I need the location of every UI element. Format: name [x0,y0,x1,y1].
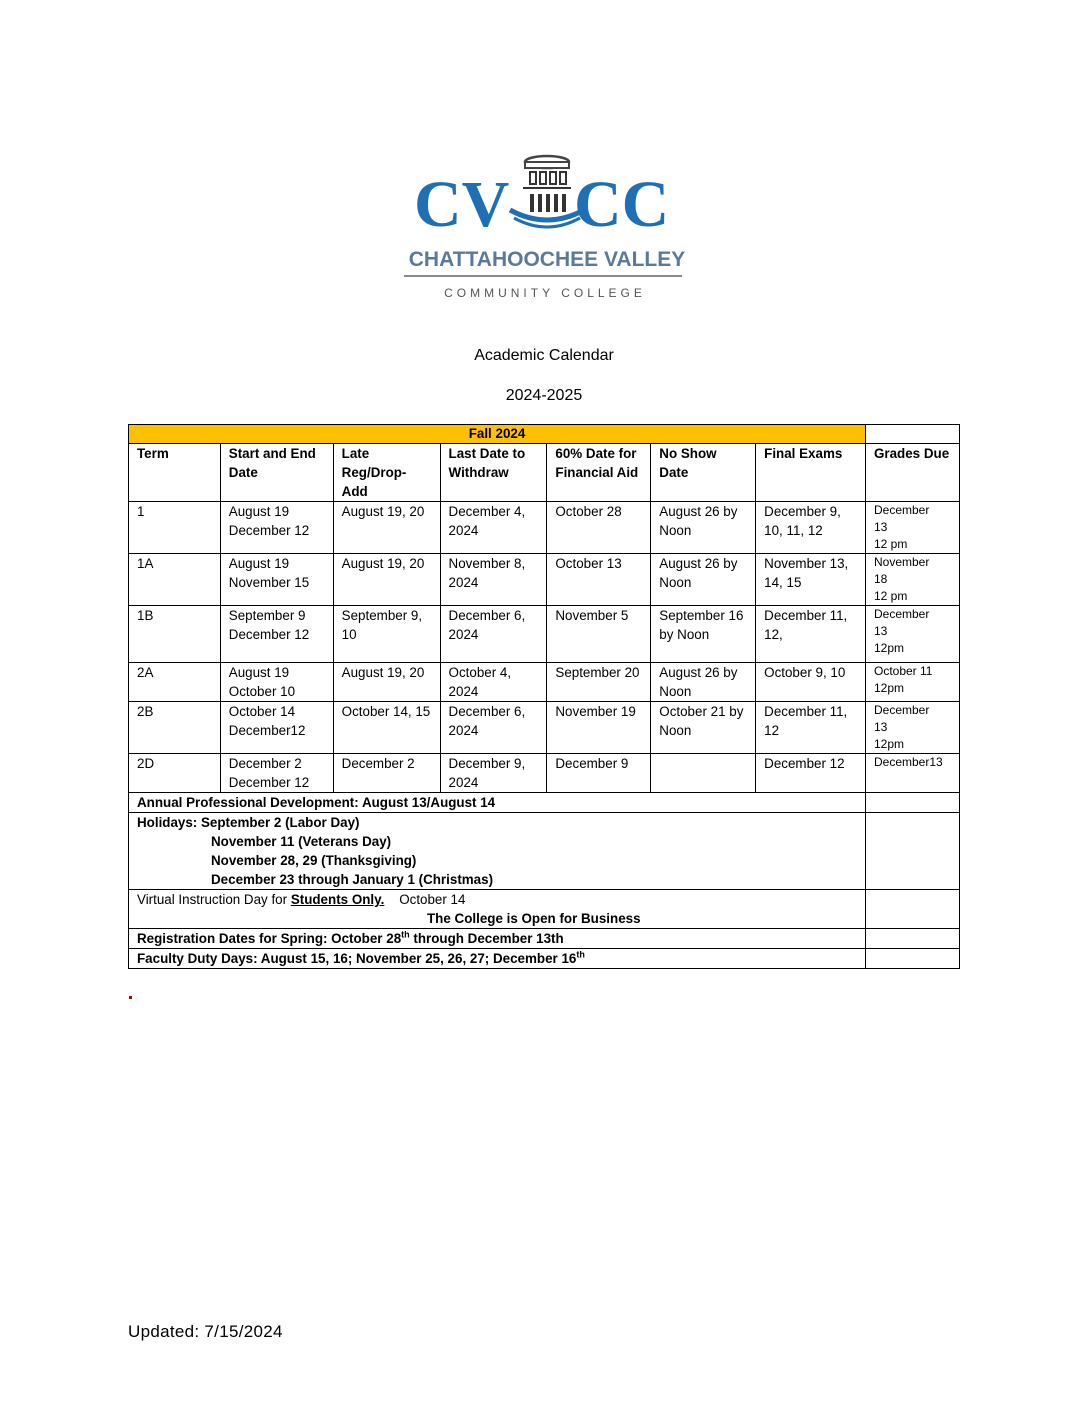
professional-development-row [129,793,960,813]
logo-college-name: CHATTAHOOCHEE VALLEY [408,248,686,271]
late-reg-cell: August 19, 20 [333,663,440,702]
financial-aid-cell: September 20 [547,663,651,702]
logo-letters-left: CV [414,168,510,241]
holiday-item: November 28, 29 (Thanksgiving) [211,853,417,868]
term-cell: 2D [129,754,221,793]
withdraw-cell: October 4, 2024 [440,663,547,702]
final-exams-cell: October 9, 10 [756,663,866,702]
table-header-row [129,444,960,502]
term-banner: Fall 2024 [129,425,866,444]
table-row [129,754,960,793]
financial-aid-cell: December 9 [547,754,651,793]
virtual-instruction-row [129,890,960,929]
grades-due-cell: December 13 12pm [865,702,959,754]
column-header: Grades Due [865,444,959,502]
registration-note: Registration Dates for Spring: October 28th through December 13th [129,929,866,949]
no-show-cell [651,754,756,793]
table-row [129,554,960,606]
final-exams-cell: December 11, 12, [756,606,866,663]
withdraw-cell: December 6, 2024 [440,606,547,663]
dates-cell: December 2 December 12 [220,754,333,793]
grades-due-cell: November 18 12 pm [865,554,959,606]
final-exams-cell: December 9, 10, 11, 12 [756,502,866,554]
financial-aid-cell: November 19 [547,702,651,754]
withdraw-cell: December 9, 2024 [440,754,547,793]
faculty-duty-note: Faculty Duty Days: August 15, 16; November 25, 26, 27; December 16th [129,949,866,969]
holidays-note [129,813,866,890]
no-show-cell: September 16 by Noon [651,606,756,663]
holiday-item: December 23 through January 1 (Christmas) [211,872,494,887]
table-row [129,606,960,663]
academic-calendar-table [128,424,960,969]
updated-date: Updated: 7/15/2024 [128,1322,283,1341]
final-exams-cell: December 11, 12 [756,702,866,754]
table-row [129,702,960,754]
professional-development-note: Annual Professional Development: August 13/August 14 [129,793,866,813]
term-cell: 1 [129,502,221,554]
document-title: Academic Calendar [474,347,614,364]
late-reg-cell: December 2 [333,754,440,793]
grades-due-cell: October 11 12pm [865,663,959,702]
term-cell: 1A [129,554,221,606]
registration-row [129,929,960,949]
holiday-item: November 11 (Veterans Day) [211,834,392,849]
financial-aid-cell: October 13 [547,554,651,606]
building-icon [510,156,584,227]
stray-mark [129,996,132,999]
term-cell: 2A [129,663,221,702]
dates-cell: September 9 December 12 [220,606,333,663]
no-show-cell: October 21 by Noon [651,702,756,754]
table-row [129,663,960,702]
dates-cell: October 14 December12 [220,702,333,754]
column-header: Late Reg/Drop-Add [333,444,440,502]
dates-cell: August 19 October 10 [220,663,333,702]
final-exams-cell: November 13, 14, 15 [756,554,866,606]
column-header: Final Exams [756,444,866,502]
financial-aid-cell: October 28 [547,502,651,554]
column-header: Term [129,444,221,502]
column-header: Start and End Date [220,444,333,502]
dates-cell: August 19 November 15 [220,554,333,606]
late-reg-cell: August 19, 20 [333,554,440,606]
no-show-cell: August 26 by Noon [651,554,756,606]
holidays-row [129,813,960,890]
logo-subname: COMMUNITY COLLEGE [444,286,646,300]
college-logo [402,150,692,300]
logo-letters-right: CC [574,168,670,241]
no-show-cell: August 26 by Noon [651,502,756,554]
holidays-label: Holidays: September 2 (Labor Day) [137,815,360,830]
table-row [129,502,960,554]
final-exams-cell: December 12 [756,754,866,793]
column-header: Last Date to Withdraw [440,444,547,502]
grades-due-cell: December 13 12 pm [865,502,959,554]
late-reg-cell: August 19, 20 [333,502,440,554]
late-reg-cell: October 14, 15 [333,702,440,754]
withdraw-cell: December 4, 2024 [440,502,547,554]
faculty-duty-row [129,949,960,969]
column-header: No Show Date [651,444,756,502]
no-show-cell: August 26 by Noon [651,663,756,702]
document-year: 2024-2025 [505,387,583,404]
dates-cell: August 19 December 12 [220,502,333,554]
column-header: 60% Date for Financial Aid [547,444,651,502]
withdraw-cell: December 6, 2024 [440,702,547,754]
term-cell: 2B [129,702,221,754]
term-banner-row [129,425,960,444]
financial-aid-cell: November 5 [547,606,651,663]
withdraw-cell: November 8, 2024 [440,554,547,606]
grades-due-cell: December 13 12pm [865,606,959,663]
virtual-instruction-note: Virtual Instruction Day for Students Only. October 14 The College is Open for Business [129,890,866,929]
term-cell: 1B [129,606,221,663]
late-reg-cell: September 9, 10 [333,606,440,663]
grades-due-cell: December13 [865,754,959,793]
